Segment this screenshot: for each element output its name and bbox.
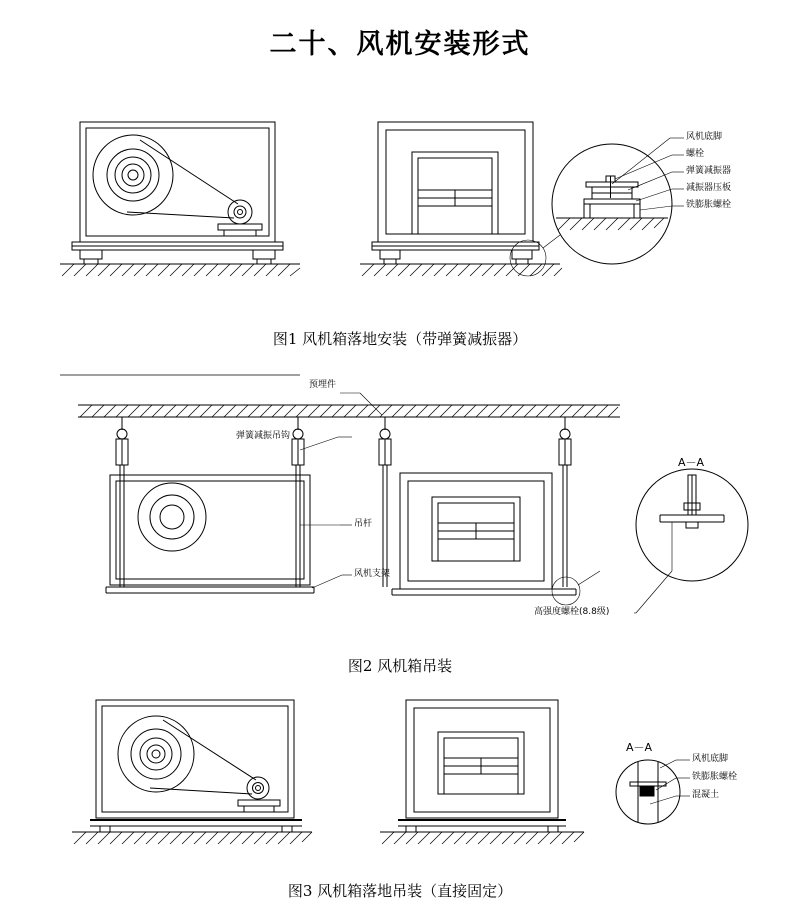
- figure-2-label-0: 预埋件: [308, 380, 336, 390]
- figure-1-floor-mount: [0, 100, 800, 320]
- figure-1-caption: 图1 风机箱落地安装（带弹簧减振器）: [272, 330, 528, 348]
- figure-1-label-4: 铁膨胀螺栓: [686, 200, 732, 210]
- figure-2-suspended-mount: [0, 375, 800, 645]
- page-title: 二十、风机安装形式: [269, 29, 531, 60]
- figure-2-label-4: 高强度螺栓(8.8级): [534, 607, 610, 617]
- figure-2-caption: 图2 风机箱吊装: [347, 657, 453, 675]
- figure-2-label-3: 风机支架: [354, 569, 391, 579]
- figure-3-direct-fix: [0, 690, 800, 870]
- figure-1-label-0: 风机底脚: [686, 132, 723, 142]
- figure-3-label-2: 混凝土: [692, 790, 720, 800]
- figure-2-section-label: A－A: [678, 456, 705, 469]
- figure-1-label-1: 螺栓: [686, 149, 705, 159]
- figure-3-label-1: 铁膨胀螺栓: [692, 772, 738, 782]
- figure-3-label-0: 风机底脚: [692, 754, 729, 764]
- figure-3-caption: 图3 风机箱落地吊装（直接固定）: [287, 882, 513, 900]
- figure-1-label-2: 弹簧减振器: [686, 166, 732, 176]
- figure-2-label-1: 弹簧减振吊钩: [236, 431, 291, 441]
- figure-3-section-label: A－A: [626, 741, 653, 754]
- figure-2-label-2: 吊杆: [354, 519, 373, 529]
- figure-1-label-3: 减振器压板: [686, 183, 732, 193]
